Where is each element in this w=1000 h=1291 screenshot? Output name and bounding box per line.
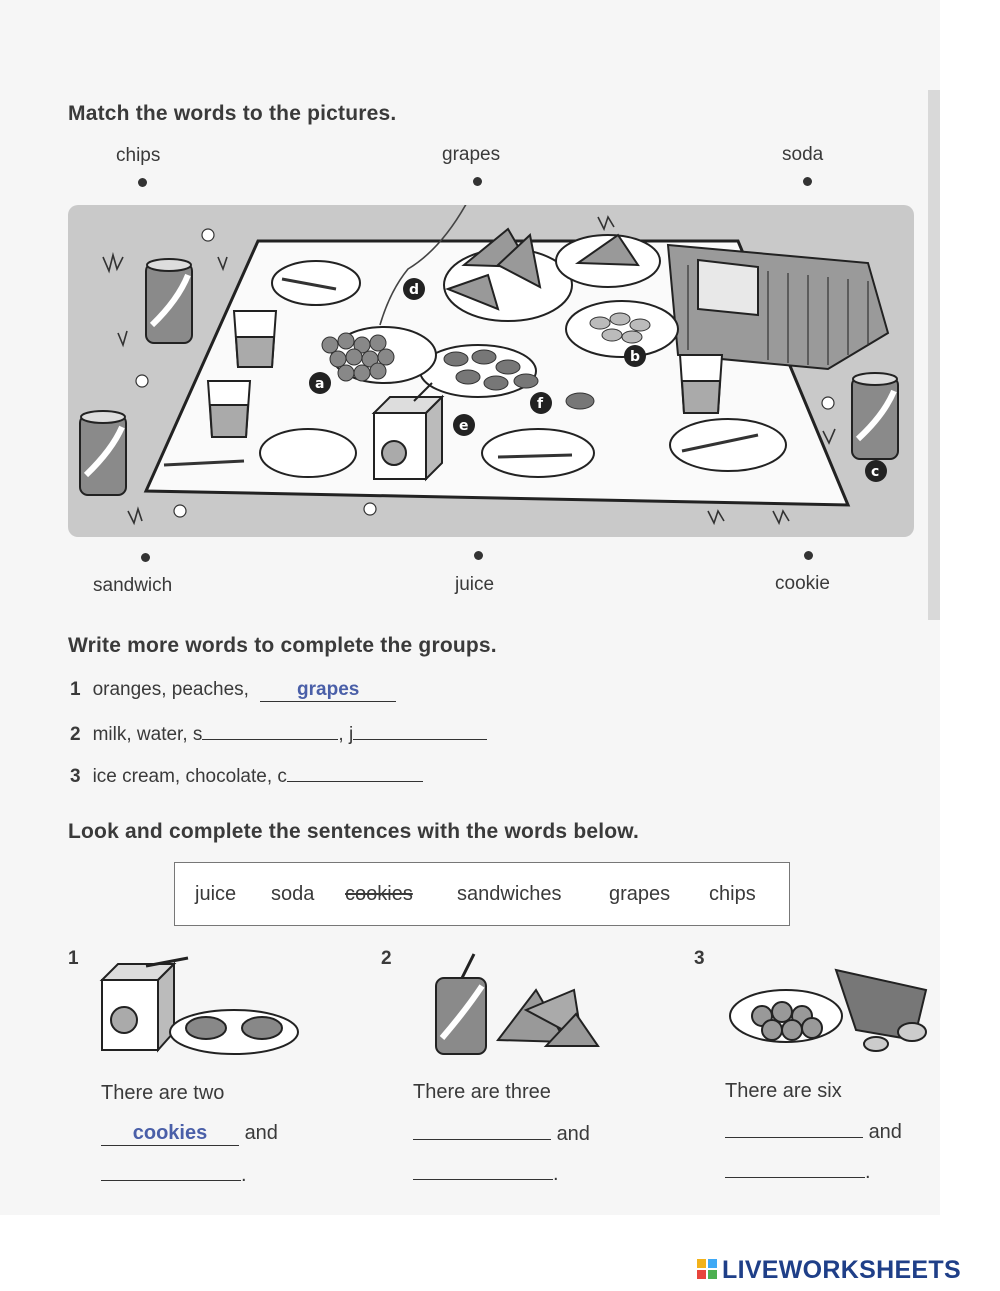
sentence-2-line-2: [413, 1121, 590, 1146]
match-dot-soda[interactable]: [803, 177, 812, 186]
svg-text:b: b: [630, 349, 641, 365]
liveworksheets-brand: LIVEWORKSHEETS: [722, 1256, 961, 1284]
grapes-chips-picture: [726, 960, 938, 1060]
juice-cookies-picture: [96, 950, 306, 1060]
soda-sandwiches-picture: [426, 950, 606, 1060]
match-dot-chips[interactable]: [138, 178, 147, 187]
sentence-2-line-3: [413, 1161, 559, 1186]
match-word-juice: juice: [455, 574, 495, 595]
word-bank-soda: soda: [271, 883, 315, 905]
sentence-1-line-3: [101, 1162, 247, 1187]
liveworksheets-logo-icon: [697, 1259, 717, 1279]
sentence-2-second-field[interactable]: [413, 1161, 553, 1180]
period: .: [241, 1164, 247, 1186]
item-mid-text: , j: [338, 724, 354, 745]
answer-field-soda[interactable]: [202, 721, 338, 740]
word-bank-grapes: grapes: [609, 883, 671, 905]
sentence-3-line-3: [725, 1159, 871, 1184]
word-bank-cookies: cookies: [345, 883, 413, 905]
svg-text:a: a: [315, 376, 325, 392]
sentence-1-text: There are two: [101, 1082, 225, 1104]
sentence-1-answer-field[interactable]: cookies: [101, 1122, 239, 1146]
page-edge: [928, 90, 940, 620]
group-item-3: [70, 763, 423, 788]
item-number: 1: [70, 679, 81, 700]
word-bank-chips: chips: [709, 883, 756, 905]
svg-text:c: c: [871, 464, 880, 480]
svg-text:e: e: [459, 418, 469, 434]
sentence-3-line-2: [725, 1119, 902, 1144]
word-bank-juice: juice: [195, 883, 237, 905]
item-text: oranges, peaches,: [92, 679, 249, 700]
match-word-chips: chips: [116, 145, 161, 166]
word-bank-sandwiches: sandwiches: [457, 883, 562, 905]
sentence-3-answer-field[interactable]: [725, 1119, 863, 1138]
answer-field-cookie[interactable]: [287, 763, 423, 782]
and-word: and: [868, 1121, 902, 1143]
group-item-1: [70, 679, 396, 702]
item-text: milk, water, s: [92, 724, 203, 745]
period: .: [865, 1161, 871, 1183]
match-word-cookie: cookie: [775, 573, 830, 594]
item-text: ice cream, chocolate, c: [92, 766, 287, 787]
and-word: and: [556, 1123, 590, 1145]
group-item-2: [70, 721, 487, 746]
answer-field-grapes[interactable]: grapes: [260, 679, 396, 702]
sentence-3-second-field[interactable]: [725, 1159, 865, 1178]
soda-can-left-top: [146, 259, 192, 343]
picture-number-1: 1: [68, 948, 79, 969]
soda-can-right: [852, 373, 898, 459]
match-word-grapes: grapes: [442, 144, 501, 165]
and-word: and: [244, 1122, 278, 1144]
item-number: 3: [70, 766, 81, 787]
sentence-2-answer-field[interactable]: [413, 1121, 551, 1140]
match-dot-cookie[interactable]: [804, 551, 813, 560]
sentence-1-line-2: [101, 1122, 278, 1146]
section1-heading: Match the words to the pictures.: [68, 102, 397, 125]
sentence-2-text: There are three: [413, 1081, 551, 1103]
picnic-scene: [68, 205, 914, 537]
svg-text:d: d: [409, 282, 420, 298]
match-dot-sandwich[interactable]: [141, 553, 150, 562]
section2-heading: Write more words to complete the groups.: [68, 634, 497, 657]
match-dot-juice[interactable]: [474, 551, 483, 560]
match-word-soda: soda: [782, 144, 824, 165]
match-word-sandwich: sandwich: [93, 575, 173, 596]
sentence-3-text: There are six: [725, 1080, 842, 1102]
sentence-1-second-field[interactable]: [101, 1162, 241, 1181]
answer-field-juice[interactable]: [353, 721, 487, 740]
item-number: 2: [70, 724, 81, 745]
basket: [668, 245, 888, 369]
svg-text:f: f: [537, 396, 544, 412]
picnic-illustration: [68, 205, 914, 537]
section3-heading: Look and complete the sentences with the words below.: [68, 820, 640, 843]
picture-number-3: 3: [694, 948, 705, 969]
match-dot-grapes[interactable]: [473, 177, 482, 186]
period: .: [553, 1163, 559, 1185]
picture-number-2: 2: [381, 948, 392, 969]
word-bank: [174, 862, 790, 926]
soda-can-left-bottom: [80, 411, 126, 495]
